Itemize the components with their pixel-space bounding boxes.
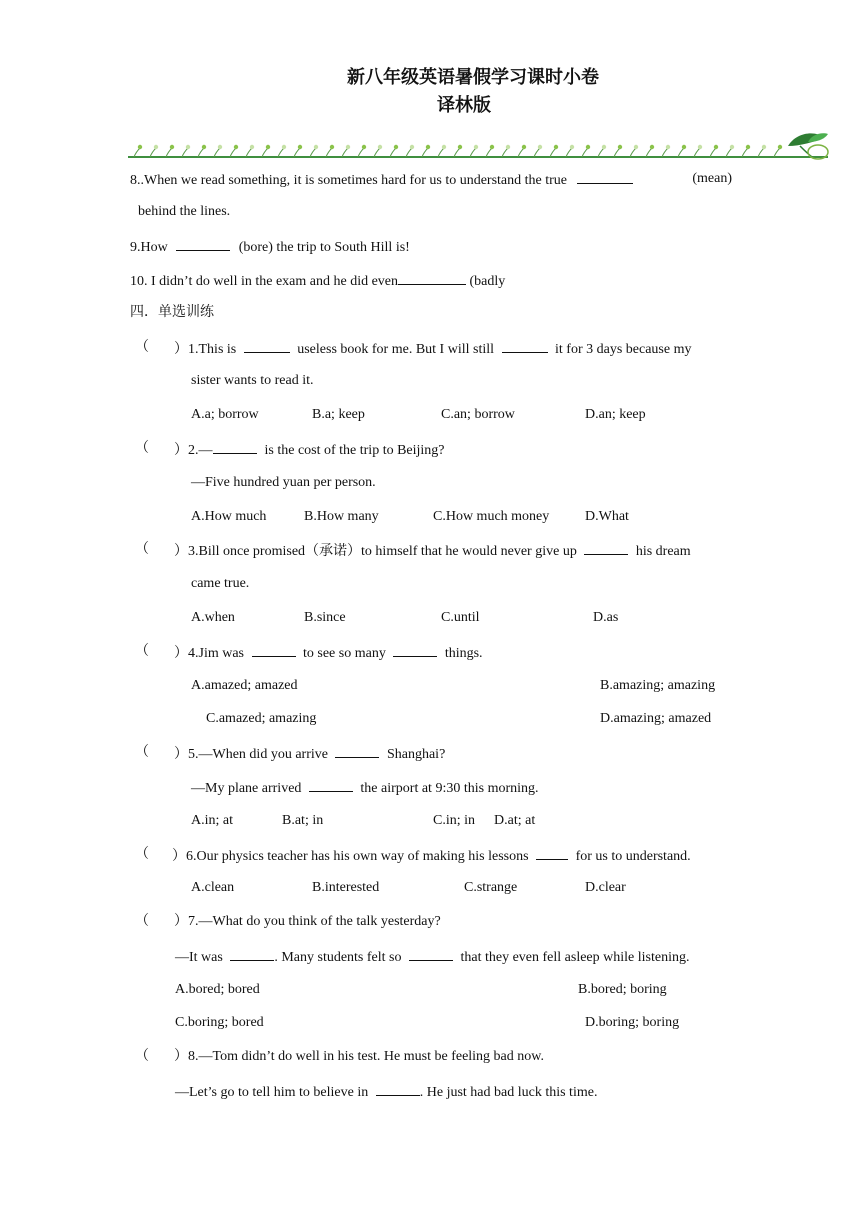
vine-flower bbox=[250, 145, 254, 149]
mc-7-answer bbox=[175, 947, 689, 967]
answer-paren-close: ） bbox=[174, 914, 188, 929]
vine-stem bbox=[454, 148, 460, 157]
mc-7-text: 7.—What do you think of the talk yesterday? bbox=[188, 914, 441, 929]
mc-question-5 bbox=[174, 744, 445, 764]
vine-flower bbox=[410, 145, 414, 149]
option-d[interactable]: D.What bbox=[585, 509, 629, 524]
vine-flower bbox=[570, 145, 574, 149]
vine-stem bbox=[182, 148, 188, 157]
vine-flower bbox=[298, 145, 302, 149]
vine-flower bbox=[154, 145, 158, 149]
mc-2-answer: —Five hundred yuan per person. bbox=[191, 475, 376, 490]
vine-flower bbox=[730, 145, 734, 149]
vine-stem bbox=[486, 148, 492, 157]
vine-flower bbox=[602, 145, 606, 149]
option-b[interactable]: B.since bbox=[304, 610, 346, 625]
answer-blank[interactable] bbox=[309, 778, 353, 792]
question-9-line bbox=[130, 237, 410, 257]
mc-4-text: things. bbox=[444, 646, 483, 661]
section-4-title: 四．单选训练 bbox=[130, 305, 214, 320]
vine-flower bbox=[618, 145, 622, 149]
page-title: 新八年级英语暑假学习课时小卷 bbox=[347, 67, 599, 87]
option-b[interactable]: B.bored; boring bbox=[578, 982, 667, 997]
option-c[interactable]: C.in; in bbox=[433, 813, 476, 828]
vine-flower bbox=[314, 145, 318, 149]
mc-5-answer-text: —My plane arrived bbox=[191, 781, 302, 796]
vine-stem bbox=[422, 148, 428, 157]
vine-flower bbox=[666, 145, 670, 149]
answer-blank[interactable] bbox=[335, 744, 379, 758]
vine-stem bbox=[166, 148, 172, 157]
vine-flower bbox=[506, 145, 510, 149]
answer-blank[interactable] bbox=[213, 440, 257, 454]
option-b[interactable]: B.at; in bbox=[282, 813, 324, 828]
vine-flower bbox=[762, 145, 766, 149]
answer-paren-close: ） bbox=[172, 849, 186, 864]
answer-paren-open: （ bbox=[135, 340, 149, 355]
mc-1-text: it for 3 days because my bbox=[555, 342, 692, 357]
answer-paren-open: （ bbox=[135, 1049, 149, 1064]
mc-question-7 bbox=[174, 913, 441, 931]
mc-5-answer-text: the airport at 9:30 this morning. bbox=[360, 781, 539, 796]
vine-flower bbox=[698, 145, 702, 149]
option-c[interactable]: C.until bbox=[441, 610, 480, 625]
vine-stem bbox=[694, 148, 700, 157]
vine-flower bbox=[282, 145, 286, 149]
vine-stem bbox=[662, 148, 668, 157]
mc-8-answer-text: . He just had bad luck this time. bbox=[419, 1085, 598, 1100]
vine-stem bbox=[438, 148, 444, 157]
option-a[interactable]: A.a; borrow bbox=[191, 407, 259, 422]
option-c[interactable]: C.How much money bbox=[433, 509, 550, 524]
mc-6-text: 6.Our physics teacher has his own way of making his lessons bbox=[186, 849, 529, 864]
vine-flower bbox=[186, 145, 190, 149]
vine-stem bbox=[582, 148, 588, 157]
question-8-text: 8..When we read something, it is sometimes hard for us to understand the true bbox=[130, 173, 568, 188]
vine-flower bbox=[378, 145, 382, 149]
vine-flower bbox=[458, 145, 462, 149]
mc-2-text: is the cost of the trip to Beijing? bbox=[264, 443, 445, 458]
vine-flower bbox=[682, 145, 686, 149]
vine-stem bbox=[710, 148, 716, 157]
option-a[interactable]: A.clean bbox=[191, 880, 235, 895]
option-a[interactable]: A.in; at bbox=[191, 813, 233, 828]
vine-stem bbox=[518, 148, 524, 157]
vine-flower bbox=[234, 145, 238, 149]
vine-flower bbox=[346, 145, 350, 149]
vine-flower bbox=[362, 145, 366, 149]
vine-flowers bbox=[134, 145, 782, 157]
option-b[interactable]: B.How many bbox=[304, 509, 379, 524]
mc-question-6 bbox=[172, 846, 691, 866]
question-8-line bbox=[130, 170, 732, 190]
vine-stem bbox=[230, 148, 236, 157]
vine-flower bbox=[554, 145, 558, 149]
answer-paren-close: ） bbox=[174, 646, 188, 661]
option-a[interactable]: A.amazed; amazed bbox=[191, 678, 298, 693]
vine-flower bbox=[522, 145, 526, 149]
vine-stem bbox=[630, 148, 636, 157]
answer-blank[interactable] bbox=[536, 846, 568, 860]
option-b[interactable]: B.amazing; amazing bbox=[600, 678, 716, 693]
page-subtitle: 译林版 bbox=[437, 95, 491, 115]
vine-stem bbox=[326, 148, 332, 157]
vine-flower bbox=[442, 145, 446, 149]
option-c[interactable]: C.boring; bored bbox=[175, 1015, 264, 1030]
mc-7-answer-text: —It was bbox=[175, 950, 223, 965]
mc-6-text: for us to understand. bbox=[575, 849, 691, 864]
option-d[interactable]: D.at; at bbox=[494, 813, 536, 828]
mc-question-4 bbox=[174, 643, 483, 663]
vine-flower bbox=[218, 145, 222, 149]
question-9-text: (bore) the trip to South Hill is! bbox=[238, 240, 410, 255]
option-d[interactable]: D.as bbox=[593, 610, 619, 625]
mc-2-text: 2.— bbox=[188, 443, 213, 458]
vine-flower bbox=[394, 145, 398, 149]
answer-paren-open: （ bbox=[135, 847, 149, 862]
vine-stem bbox=[198, 148, 204, 157]
option-d[interactable]: D.an; keep bbox=[585, 407, 646, 422]
option-c[interactable]: C.amazed; amazing bbox=[206, 711, 317, 726]
vine-flower bbox=[330, 145, 334, 149]
vine-stem bbox=[278, 148, 284, 157]
question-10-line bbox=[130, 271, 505, 291]
option-b[interactable]: B.a; keep bbox=[312, 407, 365, 422]
mc-3-text: 3.Bill once promised（承诺）to himself that he would never give up bbox=[188, 544, 577, 559]
mc-5-answer bbox=[191, 778, 539, 798]
answer-paren-open: （ bbox=[135, 644, 149, 659]
option-d[interactable]: D.clear bbox=[585, 880, 626, 895]
vine-stem bbox=[374, 148, 380, 157]
answer-blank[interactable] bbox=[230, 947, 274, 961]
option-a[interactable]: A.bored; bored bbox=[175, 982, 260, 997]
mc-7-answer-text: . Many students felt so bbox=[274, 950, 402, 965]
decorative-vine-divider bbox=[128, 128, 830, 164]
question-10-text: 10. I didn’t do well in the exam and he did even bbox=[130, 274, 399, 289]
vine-stem bbox=[566, 148, 572, 157]
vine-stem bbox=[726, 148, 732, 157]
answer-paren-close: ） bbox=[174, 342, 188, 357]
option-a[interactable]: A.How much bbox=[191, 509, 267, 524]
vine-stem bbox=[758, 148, 764, 157]
vine-flower bbox=[714, 145, 718, 149]
leaf-sprout-icon bbox=[788, 133, 828, 159]
mc-question-2 bbox=[174, 440, 445, 460]
option-d[interactable]: D.boring; boring bbox=[585, 1015, 680, 1030]
vine-flower bbox=[474, 145, 478, 149]
question-10-hint: (badly bbox=[469, 274, 506, 289]
mc-5-text: 5.—When did you arrive bbox=[188, 747, 328, 762]
vine-stem bbox=[678, 148, 684, 157]
answer-paren-open: （ bbox=[135, 441, 149, 456]
vine-stem bbox=[534, 148, 540, 157]
vine-stem bbox=[214, 148, 220, 157]
vine-stem bbox=[342, 148, 348, 157]
mc-4-text: 4.Jim was bbox=[188, 646, 244, 661]
answer-paren-open: （ bbox=[135, 914, 149, 929]
mc-1-text: 1.This is bbox=[188, 342, 237, 357]
question-9-number: 9.How bbox=[130, 240, 168, 255]
mc-3-continuation: came true. bbox=[191, 576, 250, 591]
answer-paren-close: ） bbox=[174, 1049, 188, 1064]
vine-stem bbox=[550, 148, 556, 157]
vine-flower bbox=[490, 145, 494, 149]
answer-paren-open: （ bbox=[135, 745, 149, 760]
mc-8-answer bbox=[175, 1082, 597, 1102]
option-d[interactable]: D.amazing; amazed bbox=[600, 711, 712, 726]
vine-flower bbox=[138, 145, 142, 149]
answer-blank[interactable] bbox=[398, 271, 466, 285]
mc-question-8 bbox=[174, 1048, 544, 1066]
vine-stem bbox=[646, 148, 652, 157]
vine-flower bbox=[426, 145, 430, 149]
vine-stem bbox=[614, 148, 620, 157]
mc-5-text: Shanghai? bbox=[386, 747, 446, 762]
answer-blank[interactable] bbox=[376, 1082, 420, 1096]
question-8-hint: (mean) bbox=[692, 171, 732, 186]
option-b[interactable]: B.interested bbox=[312, 880, 380, 895]
answer-blank[interactable] bbox=[502, 339, 548, 353]
vine-stem bbox=[310, 148, 316, 157]
vine-stem bbox=[134, 148, 140, 157]
vine-stem bbox=[502, 148, 508, 157]
vine-flower bbox=[650, 145, 654, 149]
vine-flower bbox=[586, 145, 590, 149]
mc-4-text: to see so many bbox=[303, 646, 386, 661]
answer-blank[interactable] bbox=[244, 339, 290, 353]
question-8-continuation: behind the lines. bbox=[138, 204, 231, 219]
mc-1-text: useless book for me. But I will still bbox=[297, 342, 494, 357]
option-c[interactable]: C.strange bbox=[464, 880, 518, 895]
answer-paren-close: ） bbox=[174, 443, 188, 458]
answer-paren-close: ） bbox=[174, 747, 188, 762]
mc-8-text: 8.—Tom didn’t do well in his test. He must be feeling bad now. bbox=[188, 1049, 544, 1064]
vine-stem bbox=[470, 148, 476, 157]
mc-8-answer-text: —Let’s go to tell him to believe in bbox=[175, 1085, 369, 1100]
vine-flower bbox=[266, 145, 270, 149]
answer-blank[interactable] bbox=[176, 237, 230, 251]
answer-blank[interactable] bbox=[252, 643, 296, 657]
answer-blank[interactable] bbox=[577, 170, 633, 184]
vine-stem bbox=[150, 148, 156, 157]
vine-stem bbox=[742, 148, 748, 157]
answer-blank[interactable] bbox=[409, 947, 453, 961]
vine-stem bbox=[358, 148, 364, 157]
option-c[interactable]: C.an; borrow bbox=[441, 407, 515, 422]
vine-flower bbox=[746, 145, 750, 149]
vine-stem bbox=[774, 148, 780, 157]
vine-stem bbox=[598, 148, 604, 157]
answer-paren-open: （ bbox=[135, 542, 149, 557]
vine-flower bbox=[634, 145, 638, 149]
vine-stem bbox=[406, 148, 412, 157]
mc-3-text: his dream bbox=[635, 544, 691, 559]
answer-paren-close: ） bbox=[174, 544, 188, 559]
answer-blank[interactable] bbox=[393, 643, 437, 657]
mc-question-1 bbox=[174, 339, 732, 359]
vine-flower bbox=[778, 145, 782, 149]
vine-stem bbox=[246, 148, 252, 157]
mc-question-3 bbox=[174, 541, 732, 561]
vine-stem bbox=[262, 148, 268, 157]
vine-flower bbox=[170, 145, 174, 149]
vine-flower bbox=[202, 145, 206, 149]
vine-stem bbox=[294, 148, 300, 157]
vine-flower bbox=[538, 145, 542, 149]
mc-7-answer-text: that they even fell asleep while listening. bbox=[460, 950, 690, 965]
mc-1-continuation: sister wants to read it. bbox=[191, 373, 314, 388]
answer-blank[interactable] bbox=[584, 541, 628, 555]
vine-stem bbox=[390, 148, 396, 157]
option-a[interactable]: A.when bbox=[191, 610, 235, 625]
